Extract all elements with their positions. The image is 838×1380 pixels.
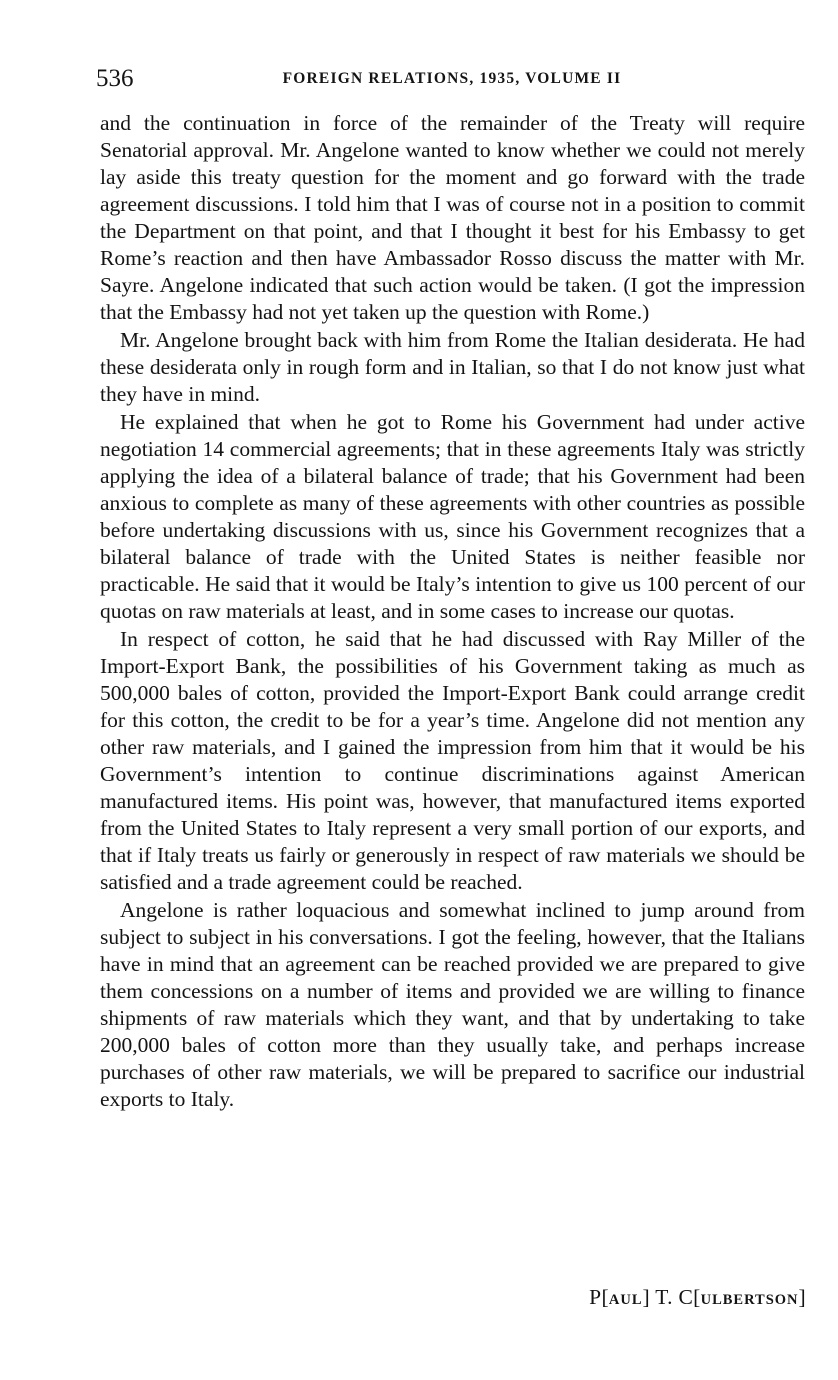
paragraph-desiderata: Mr. Angelone brought back with him from Rome the Italian desiderata. He had these desiderata only in rough form and in Italian, so that I do not know just what they have in mind. bbox=[100, 328, 805, 406]
signature-rest-last: ULBERTSON bbox=[700, 1292, 799, 1308]
paragraph-negotiations: He explained that when he got to Rome his Government had under active negotiation 14 commercial agreements; that in these agreements Italy was strictly applying the idea of a bilateral balance of trade; that his Government had been anxious to complete as many of these agreements with other countries as possible before undertaking discussions with us, since his Government recognizes that a bilateral balance of trade with the United States is neither feasible nor practicable. He said that it would be Italy’s intention to give us 100 percent of our quotas on raw materials at least, and in some cases to increase our quotas. bbox=[100, 410, 805, 623]
signature-middle: T. bbox=[655, 1285, 673, 1309]
page-number: 536 bbox=[96, 65, 134, 92]
paragraph-continuation: and the continuation in force of the remainder of the Treaty will require Senatorial approval. Mr. Angelone wanted to know whether we could not merely lay aside this treaty question for the moment and go forward with the trade agreement discussions. I told him that I was of course not in a position to commit the Department on that point, and that I thought it best for his Embassy to get Rome’s reaction and then have Ambassador Rosso discuss the matter with Mr. Sayre. Angelone indicated that such action would be taken. (I got the impression that the Embassy had not yet taken up the question with Rome.) bbox=[100, 111, 805, 324]
signature-initial-last: C bbox=[678, 1285, 694, 1309]
signature-initial-first: P bbox=[589, 1285, 602, 1309]
running-head: FOREIGN RELATIONS, 1935, VOLUME II bbox=[282, 70, 622, 87]
signature: P[AUL] T. C[ULBERTSON] bbox=[589, 1285, 806, 1309]
page-header bbox=[96, 62, 808, 96]
paragraph-cotton: In respect of cotton, he said that he had discussed with Ray Miller of the Import-Export Bank, the possibilities of his Government taking as much as 500,000 bales of cotton, provided the Import-Export Bank could arrange credit for this cotton, the credit to be for a year’s time. Angelone did not mention any other raw materials, and I gained the impression from him that it would be his Government’s intention to continue discriminations against American manufactured items. His point was, however, that manufactured items exported from the United States to Italy represent a very small portion of our exports, and that if Italy treats us fairly or generously in respect of raw materials we should be satisfied and a trade agreement could be reached. bbox=[100, 627, 805, 894]
signature-rest-first: AUL bbox=[608, 1292, 643, 1308]
paragraph-impression: Angelone is rather loquacious and somewhat inclined to jump around from subject to subject in his conversations. I got the feeling, however, that the Italians have in mind that an agreement can be reached provided we are prepared to give them concessions on a number of items and provided we are willing to finance shipments of raw materials which they want, and that by undertaking to take 200,000 bales of cotton more than they usually take, and perhaps increase purchases of other raw materials, we will be prepared to sacrifice our industrial exports to Italy. bbox=[100, 898, 805, 1111]
body-text bbox=[100, 110, 805, 1113]
